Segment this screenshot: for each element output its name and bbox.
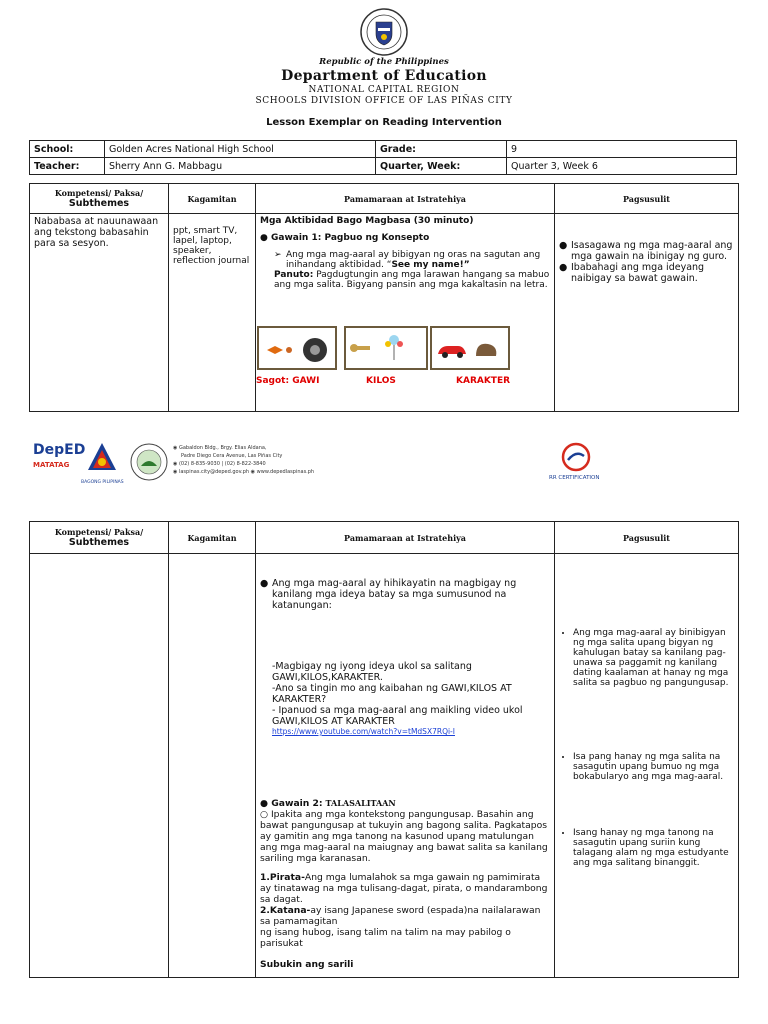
arrow-text: Ang mga mag-aaral ay bibigyan ng oras na sagutan ang inihandang aktibidad. “ [286,250,541,270]
republic-line: Republic of the Philippines [319,57,449,67]
activity-heading: Mga Aktibidad Bago Magbasa (30 minuto) [260,216,474,226]
item2-continued: ng isang hubog, isang talim na talim na may pabilog o parisukat [260,927,511,949]
arrow-item [260,250,550,270]
kagamitan-item: lapel, laptop, [173,236,232,246]
pagsusulit-item: ● Ibabahagi ang mga ideyang naibigay sa bawat gawain. [559,262,734,284]
header-kompetensi [30,184,169,214]
kagamitan-cell [169,554,256,978]
thumbnail-kilos [344,326,428,370]
gawain2-title: TALASALITAAN [325,798,396,808]
info-table [29,140,737,175]
division-line: SCHOOLS DIVISION OFFICE OF LAS PIÑAS CITY [255,96,513,106]
website-text: www.depedlaspinas.ph [256,469,315,475]
item1-text: Ang mga lumalahok sa mga gawain ng pamimirata ay tinatawag na mga tulisang-dagat, pirata, o mandarambong sa dagat. [260,872,548,905]
bagong-pilipinas-logo-icon [83,440,121,478]
subukin-heading: Subukin ang sarili [260,959,354,970]
deped-logo [33,442,86,469]
kompetensi-heading: Kompetensi/ Paksa/ [54,188,144,198]
gawain1-text: Gawain 1: Pagbuo ng Konsepto [271,233,430,243]
document-title: Lesson Exemplar on Reading Intervention [266,117,502,128]
division-seal-icon [129,442,169,482]
address-line-2: Padre Diego Cera Avenue, Las Piñas City [181,453,283,459]
header-kompetensi [30,522,169,554]
arrow-bullet-icon: ➢ [274,250,282,260]
tire-image-icon [259,328,335,368]
quarter-value: Quarter 3, Week 6 [507,158,737,175]
pagsusulit-cell [555,554,739,978]
youtube-link[interactable]: https://www.youtube.com/watch?v=tMdSX7RQi-I [272,727,455,736]
header-pamamaraan: Pamamaraan at Istratehiya [256,522,555,554]
item2-label: 2.Katana- [260,905,311,916]
panuto-label: Panuto: [274,270,314,280]
department-name: Department of Education [281,68,487,84]
question-2: -Ano sa tingin mo ang kaibahan ng GAWI,KILOS AT KARAKTER? [272,683,512,705]
pagsusulit-cell [555,214,739,412]
kompetensi-text: Nababasa at nauunawaan ang tekstong babasahin para sa sesyon. [34,216,159,249]
kompetensi-cell [30,214,169,412]
address-line-1 [173,444,314,452]
gawain2-text: Ipakita ang mga kontekstong pangungusap. Basahin ang bawat pangungusap at tukuyin ang bagong salita. Pagkatapos ay gamitin ang mga tanong na kasunod upang matulungan ang mga mag-aaral na maiugnay ang bawat salita sa kanilang sariling mga karanasan. [260,809,548,864]
item1-label: 1.Pirata- [260,872,305,883]
rr-certification-text: RR CERTIFICATION [549,475,600,481]
web-icon: ◉ [250,469,256,475]
header-kagamitan: Kagamitan [169,184,256,214]
footer-strip [29,440,739,490]
subthemes-heading: Subthemes [68,537,130,548]
pagsusulit-item: • Isa pang hanay ng mga salita na sasagutin upang bumuo ng mga bokabularyo ang mga mag-aaral. [573,752,734,782]
pamamaraan-cell [256,554,555,978]
gawain2-block: ● Gawain 2: TALASALITAAN ○ Ipakita ang mga kontekstong pangungusap. Basahin ang bawat pangungusap at tukuyin ang bagong salita. Pagkatapos ay gamitin ang mga tanong na kasunod upang matulungan ang mga mag-aaral na maiugnay ang bawat salita sa kanilang sariling mga karanasan. 1.Pirata-Ang mga lumalahok sa mga gawain ng pamimirata ay tinatawag na mga tulisang-dagat, pirata, o mandarambong sa dagat. 2.Katana-ay isang Japanese sword (espada)na nailalarawan sa pamamagitan ng isang hubog, isang talim na talim na may pabilog o parisukat Subukin ang sarili [260,798,550,970]
answer-gawi: Sagot: GAWI [256,376,320,386]
email-text: laspinas.city@deped.gov.ph [178,469,250,475]
bagong-pilipinas-text: BAGONG PILIPINAS [81,480,124,485]
intro-item: ● Ang mga mag-aaral ay hihikayatin na magbigay ng kanilang mga ideya batay sa mga sumusunod na katanungan: [260,578,550,611]
car-image-icon [432,328,508,368]
deped-logo-text: DepED [33,442,86,458]
phone-line [173,460,314,468]
thumbnail-gawi [257,326,337,370]
header-pagsusulit: Pagsusulit [555,184,739,214]
pagsusulit-text: Ibabahagi ang mga ideyang naibigay sa bawat gawain. [571,262,705,284]
kagamitan-item: ppt, smart TV, [173,226,238,236]
grade-label: Grade: [376,141,507,158]
rr-certification-logo-icon [559,442,593,472]
school-value: Golden Acres National High School [105,141,376,158]
questions-block [260,661,550,736]
teacher-label: Teacher: [30,158,105,175]
thumbnail-karakter [430,326,510,370]
gawain1-title: ● Gawain 1: Pagbuo ng Konsepto [260,233,430,243]
answer-karakter: KARAKTER [456,376,511,386]
pagsusulit-item: • Isang hanay ng mga tanong na sasagutin upang suriin kung talagang alam ng mga estudyante ang mga salitang binanggit. [573,828,734,868]
key-image-icon [346,328,426,368]
lesson-table-2 [29,521,739,978]
pagsusulit-text: Isasagawa ng mga mag-aaral ang mga gawain na ibinigay ng guro. [571,240,733,262]
phone-icon: ◉ [173,461,178,467]
kagamitan-item: speaker, [173,246,212,256]
contact-block [173,444,314,476]
grade-value: 9 [507,141,737,158]
answer-kilos: KILOS [366,376,396,386]
pagsusulit-item: ● Isasagawa ng mga mag-aaral ang mga gawain na ibinigay ng guro. [559,240,733,262]
teacher-value: Sherry Ann G. Mabbagu [105,158,376,175]
item2-text: ay isang Japanese sword (espada)na nailalarawan sa pamamagitan [260,905,541,927]
subthemes-heading: Subthemes [68,198,130,209]
kompetensi-heading: Kompetensi/ Paksa/ [54,527,144,537]
see-my-name: See my name!” [391,260,470,270]
phone-text: (02) 8-835-9030 | (02) 8-822-3840 [178,461,266,467]
location-icon: ◉ [173,445,178,451]
deped-seal-logo [360,8,408,56]
matatag-text: MATATAG [33,461,70,469]
circle-bullet-icon: ○ [260,809,271,820]
header-kagamitan: Kagamitan [169,522,256,554]
panuto-text: Pagdugtungin ang mga larawan hangang sa mabuo ang mga salita. Bigyang pansin ang mga kakaltasin na letra. [274,270,550,290]
kagamitan-cell [169,214,256,412]
kagamitan-item: reflection journal [173,256,250,266]
school-label: School: [30,141,105,158]
pagsusulit-item: • Ang mga mag-aaral ay binibigyan ng mga salita upang bigyan ng kahulugan batay sa kanilang pag-unawa sa paggamit ng kanilang dating kaalaman at hanay ng mga salita sa pagbuo ng pangungusap. [573,628,734,688]
gawain2-label: Gawain 2: [271,798,323,809]
question-3: - Ipanuod sa mga mag-aaral ang maikling video ukol GAWI,KILOS AT KARAKTER [272,705,523,727]
header-pamamaraan: Pamamaraan at Istratehiya [256,184,555,214]
email-line [173,468,314,476]
intro-text: Ang mga mag-aaral ay hihikayatin na magbigay ng kanilang mga ideya batay sa mga sumusunod na katanungan: [272,578,517,611]
address-text: Gabaldon Bldg., Brgy. Elias Aldana, [178,445,267,451]
pagsusulit-list [559,628,734,868]
email-icon: ◉ [173,469,178,475]
question-1: -Magbigay ng iyong ideya ukol sa salitang GAWI,KILOS,KARAKTER. [272,661,472,683]
kompetensi-cell [30,554,169,978]
header-pagsusulit: Pagsusulit [555,522,739,554]
region-line: NATIONAL CAPITAL REGION [308,85,460,95]
quarter-label: Quarter, Week: [376,158,507,175]
